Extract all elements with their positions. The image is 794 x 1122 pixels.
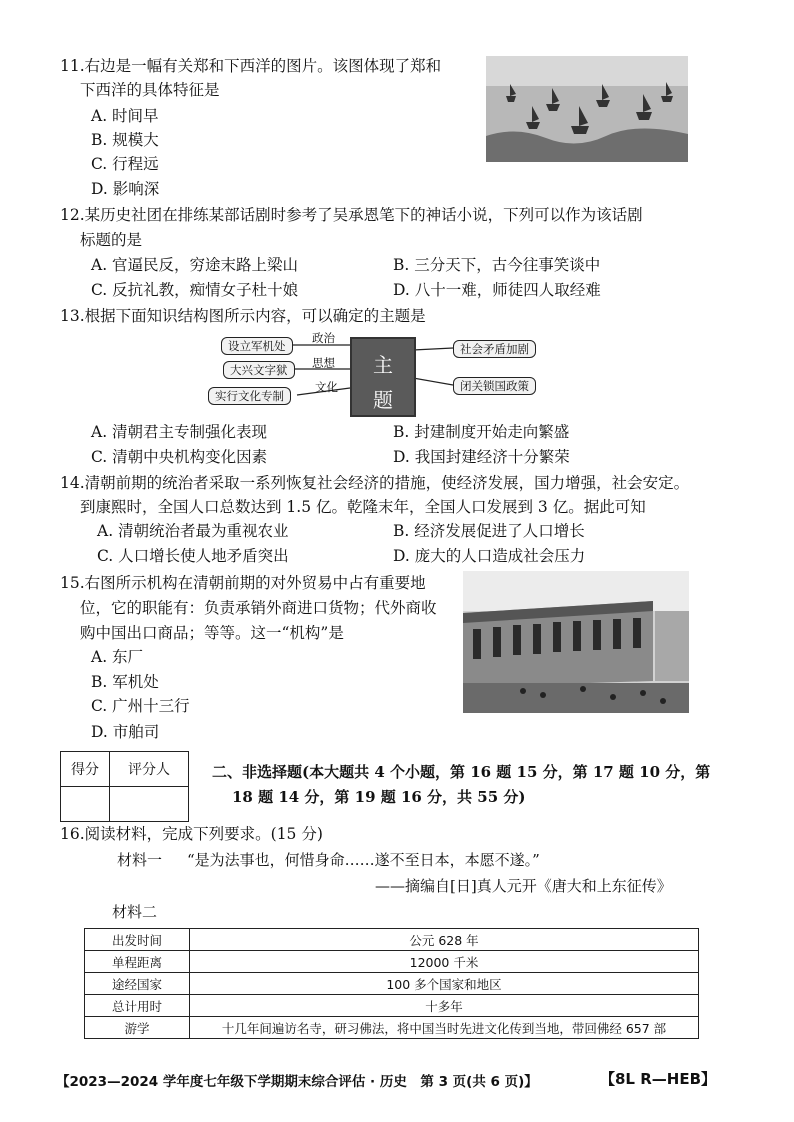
- q15-stem-line2: 位，它的职能有：负责承销外商进口货物；代外商收: [80, 599, 437, 617]
- q14-option-c: C. 人口增长使人地矛盾突出: [97, 547, 289, 565]
- q16-stem: 16.阅读材料，完成下列要求。(15 分): [60, 825, 323, 843]
- q13-option-d: D. 我国封建经济十分繁荣: [393, 448, 570, 466]
- node-wenhua-zhuanzhi: 实行文化专制: [208, 387, 291, 405]
- topic-center-box: [350, 337, 416, 417]
- q14-option-d: D. 庞大的人口造成社会压力: [393, 547, 586, 565]
- score-table: [60, 751, 189, 822]
- table-cell-label: 游学: [85, 1017, 190, 1039]
- section2-heading-line2: 18 题 14 分，第 19 题 16 分，共 55 分): [232, 788, 526, 806]
- q11-option-c: C. 行程远: [91, 155, 159, 173]
- q13-option-b: B. 封建制度开始走向繁盛: [393, 423, 570, 441]
- table-cell-value: 十几年间遍访名寺，研习佛法，将中国当时先进文化传到当地，带回佛经 657 部: [190, 1017, 699, 1039]
- table-cell-label: 途经国家: [85, 973, 190, 995]
- table-row: [85, 929, 699, 951]
- score-cell[interactable]: [61, 787, 110, 822]
- q15-option-b: B. 军机处: [91, 673, 159, 691]
- material2-label: 材料二: [112, 903, 158, 921]
- q14-stem-line1: 14.清朝前期的统治者采取一系列恢复社会经济的措施，使经济发展，国力增强，社会安定。: [60, 474, 690, 492]
- q12-option-b: B. 三分天下，古今往事笑谈中: [393, 256, 601, 274]
- q15-option-c: C. 广州十三行: [91, 697, 190, 715]
- footer-exam-info: 【2023—2024 学年度七年级下学期期末综合评估 · 历史 第 3 页(共 6 页)】: [56, 1074, 538, 1090]
- q11-stem-line2: 下西洋的具体特征是: [80, 81, 220, 99]
- q15-stem-line1: 15.右图所示机构在清朝前期的对外贸易中占有重要地: [60, 574, 426, 592]
- q12-option-d: D. 八十一难，师徒四人取经难: [393, 281, 601, 299]
- q13-stem: 13.根据下面知识结构图所示内容，可以确定的主题是: [60, 307, 426, 325]
- q12-stem-line2: 标题的是: [80, 231, 143, 249]
- q12-option-c: C. 反抗礼教，痴情女子杜十娘: [91, 281, 299, 299]
- q12-stem-line1: 12.某历史社团在排练某部话剧时参考了吴承恩笔下的神话小说，下列可以作为该话剧: [60, 206, 643, 224]
- footer-code: 【8L R—HEB】: [600, 1070, 717, 1088]
- q14-stem-line2: 到康熙时，全国人口总数达到 1.5 亿。乾隆末年，全国人口发展到 3 亿。据此可知: [80, 498, 646, 516]
- table-row: [85, 995, 699, 1017]
- q11-option-b: B. 规模大: [91, 131, 159, 149]
- topic-char-1: 主: [373, 353, 393, 377]
- table-cell-label: 单程距离: [85, 951, 190, 973]
- table-cell-label: 出发时间: [85, 929, 190, 951]
- q12-option-a: A. 官逼民反，穷途末路上梁山: [91, 256, 299, 274]
- q11-option-a: A. 时间早: [91, 107, 159, 125]
- table-row: [85, 951, 699, 973]
- material2-table: [84, 928, 699, 1039]
- topic-char-2: 题: [373, 388, 393, 412]
- table-row: [85, 1017, 699, 1039]
- edge-label-politics: 政治: [312, 331, 335, 345]
- table-cell-value: 12000 千米: [190, 951, 699, 973]
- material1-text: “是为法事也，何惜身命……遂不至日本，本愿不遂。”: [187, 851, 540, 869]
- material1-label: 材料一: [117, 851, 163, 869]
- material1-source: ——摘编自[日]真人元开《唐大和上东征传》: [375, 877, 672, 895]
- edge-label-culture: 文化: [315, 380, 338, 394]
- edge-label-thought: 思想: [312, 356, 335, 370]
- thirteen-hongs-image: [463, 571, 689, 713]
- q13-option-c: C. 清朝中央机构变化因素: [91, 448, 268, 466]
- q14-option-a: A. 清朝统治者最为重视农业: [97, 522, 289, 540]
- node-shehui-maodun: 社会矛盾加剧: [453, 340, 536, 358]
- q11-stem-line1: 11.右边是一幅有关郑和下西洋的图片。该图体现了郑和: [60, 57, 442, 75]
- q15-stem-line3: 购中国出口商品；等等。这一“机构”是: [80, 624, 344, 642]
- q15-option-d: D. 市舶司: [91, 723, 160, 741]
- table-cell-value: 十多年: [190, 995, 699, 1017]
- table-row: [85, 973, 699, 995]
- zheng-he-fleet-image: [486, 56, 688, 162]
- table-cell-value: 公元 628 年: [190, 929, 699, 951]
- q13-option-a: A. 清朝君主专制强化表现: [91, 423, 268, 441]
- score-header: 得分: [61, 752, 110, 787]
- node-wenziyu: 大兴文字狱: [223, 361, 295, 379]
- q11-option-d: D. 影响深: [91, 180, 160, 198]
- grader-cell[interactable]: [110, 787, 189, 822]
- table-cell-value: 100 多个国家和地区: [190, 973, 699, 995]
- knowledge-structure-diagram: [205, 328, 545, 418]
- section2-heading-line1: 二、非选择题(本大题共 4 个小题，第 16 题 15 分，第 17 题 10 分，第: [212, 763, 711, 781]
- table-cell-label: 总计用时: [85, 995, 190, 1017]
- grader-header: 评分人: [110, 752, 189, 787]
- q14-option-b: B. 经济发展促进了人口增长: [393, 522, 585, 540]
- q15-option-a: A. 东厂: [91, 648, 144, 666]
- node-junjichu: 设立军机处: [221, 337, 293, 355]
- node-biguan-suoguo: 闭关锁国政策: [453, 377, 536, 395]
